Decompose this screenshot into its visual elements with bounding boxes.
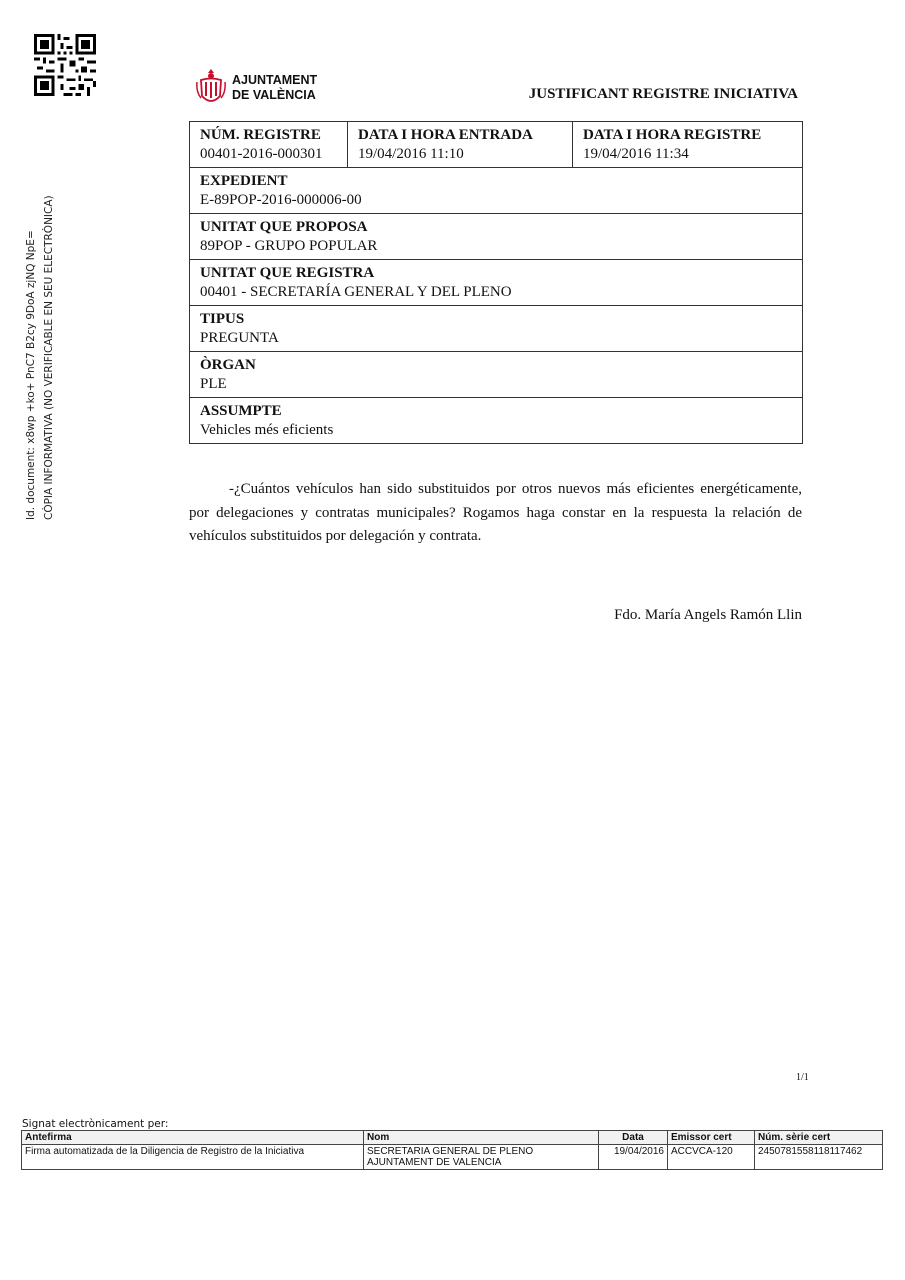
num-registre-cell bbox=[190, 122, 348, 168]
expedient-label: EXPEDIENT bbox=[200, 173, 288, 189]
col-antefirma: Antefirma bbox=[22, 1131, 364, 1145]
assumpte-label: ASSUMPTE bbox=[200, 403, 282, 419]
col-data: Data bbox=[599, 1131, 668, 1145]
signed-heading: Signat electrònicament per: bbox=[22, 1118, 169, 1130]
nom-line-2: AJUNTAMENT DE VALENCIA bbox=[367, 1157, 502, 1168]
cell-emissor: ACCVCA-120 bbox=[668, 1145, 755, 1170]
data-entrada-label: DATA I HORA ENTRADA bbox=[358, 127, 533, 143]
table-row bbox=[22, 1145, 883, 1170]
cell-antefirma: Firma automatizada de la Diligencia de Registro de la Iniciativa bbox=[22, 1145, 364, 1170]
assumpte-cell bbox=[190, 398, 803, 444]
nom-line-1: SECRETARIA GENERAL DE PLENO bbox=[367, 1146, 534, 1157]
unitat-registra-cell bbox=[190, 260, 803, 306]
document-title: JUSTIFICANT REGISTRE INICIATIVA bbox=[528, 86, 798, 102]
expedient-value: E-89POP-2016-000006-00 bbox=[200, 192, 362, 208]
id-document: Id. document: x8wp +ko+ PnC7 B2cy 9DoA zjNQ NpE= bbox=[25, 230, 37, 520]
qr-code-icon bbox=[34, 34, 96, 96]
logo-line-1: AJUNTAMENT bbox=[232, 73, 318, 87]
tipus-label: TIPUS bbox=[200, 311, 245, 327]
cell-serie: 2450781558118117462 bbox=[755, 1145, 883, 1170]
signature-table bbox=[21, 1130, 883, 1170]
question-text: -¿Cuántos vehículos han sido substituidos por otros nuevos más eficientes energéticamente, por delegaciones y contratas municipales? Rogamos haga constar en la respuesta la relación de vehículos substituidos por delegación y contrata. bbox=[189, 481, 802, 544]
logo-line-2: DE VALÈNCIA bbox=[232, 88, 316, 102]
organ-label: ÒRGAN bbox=[200, 357, 256, 373]
unitat-registra-value: 00401 - SECRETARÍA GENERAL Y DEL PLENO bbox=[200, 284, 512, 300]
tipus-cell bbox=[190, 306, 803, 352]
organ-value: PLE bbox=[200, 376, 227, 392]
ajuntament-logo bbox=[196, 68, 317, 108]
copy-notice: CÒPIA INFORMATIVA (NO VERIFICABLE EN SEU ELECTRÒNICA) bbox=[43, 195, 55, 520]
side-verification-text bbox=[22, 160, 58, 520]
signature: Fdo. María Angels Ramón Llin bbox=[614, 607, 802, 623]
cell-data: 19/04/2016 bbox=[599, 1145, 668, 1170]
data-entrada-cell bbox=[348, 122, 573, 168]
num-registre-value: 00401-2016-000301 bbox=[200, 146, 323, 162]
unitat-proposa-label: UNITAT QUE PROPOSA bbox=[200, 219, 368, 235]
page-number: 1/1 bbox=[796, 1072, 809, 1083]
tipus-value: PREGUNTA bbox=[200, 330, 279, 346]
unitat-proposa-cell bbox=[190, 214, 803, 260]
expedient-cell bbox=[190, 168, 803, 214]
col-emissor: Emissor cert bbox=[668, 1131, 755, 1145]
assumpte-value: Vehicles més eficients bbox=[200, 422, 334, 438]
registry-table bbox=[189, 121, 803, 444]
data-registre-value: 19/04/2016 11:34 bbox=[583, 146, 689, 162]
col-serie: Núm. sèrie cert bbox=[755, 1131, 883, 1145]
data-registre-label: DATA I HORA REGISTRE bbox=[583, 127, 762, 143]
col-nom: Nom bbox=[364, 1131, 599, 1145]
city-coat-of-arms-logo bbox=[196, 68, 226, 108]
organ-cell bbox=[190, 352, 803, 398]
data-registre-cell bbox=[573, 122, 803, 168]
unitat-registra-label: UNITAT QUE REGISTRA bbox=[200, 265, 375, 281]
data-entrada-value: 19/04/2016 11:10 bbox=[358, 146, 464, 162]
cell-nom bbox=[364, 1145, 599, 1170]
num-registre-label: NÚM. REGISTRE bbox=[200, 127, 321, 143]
unitat-proposa-value: 89POP - GRUPO POPULAR bbox=[200, 238, 378, 254]
